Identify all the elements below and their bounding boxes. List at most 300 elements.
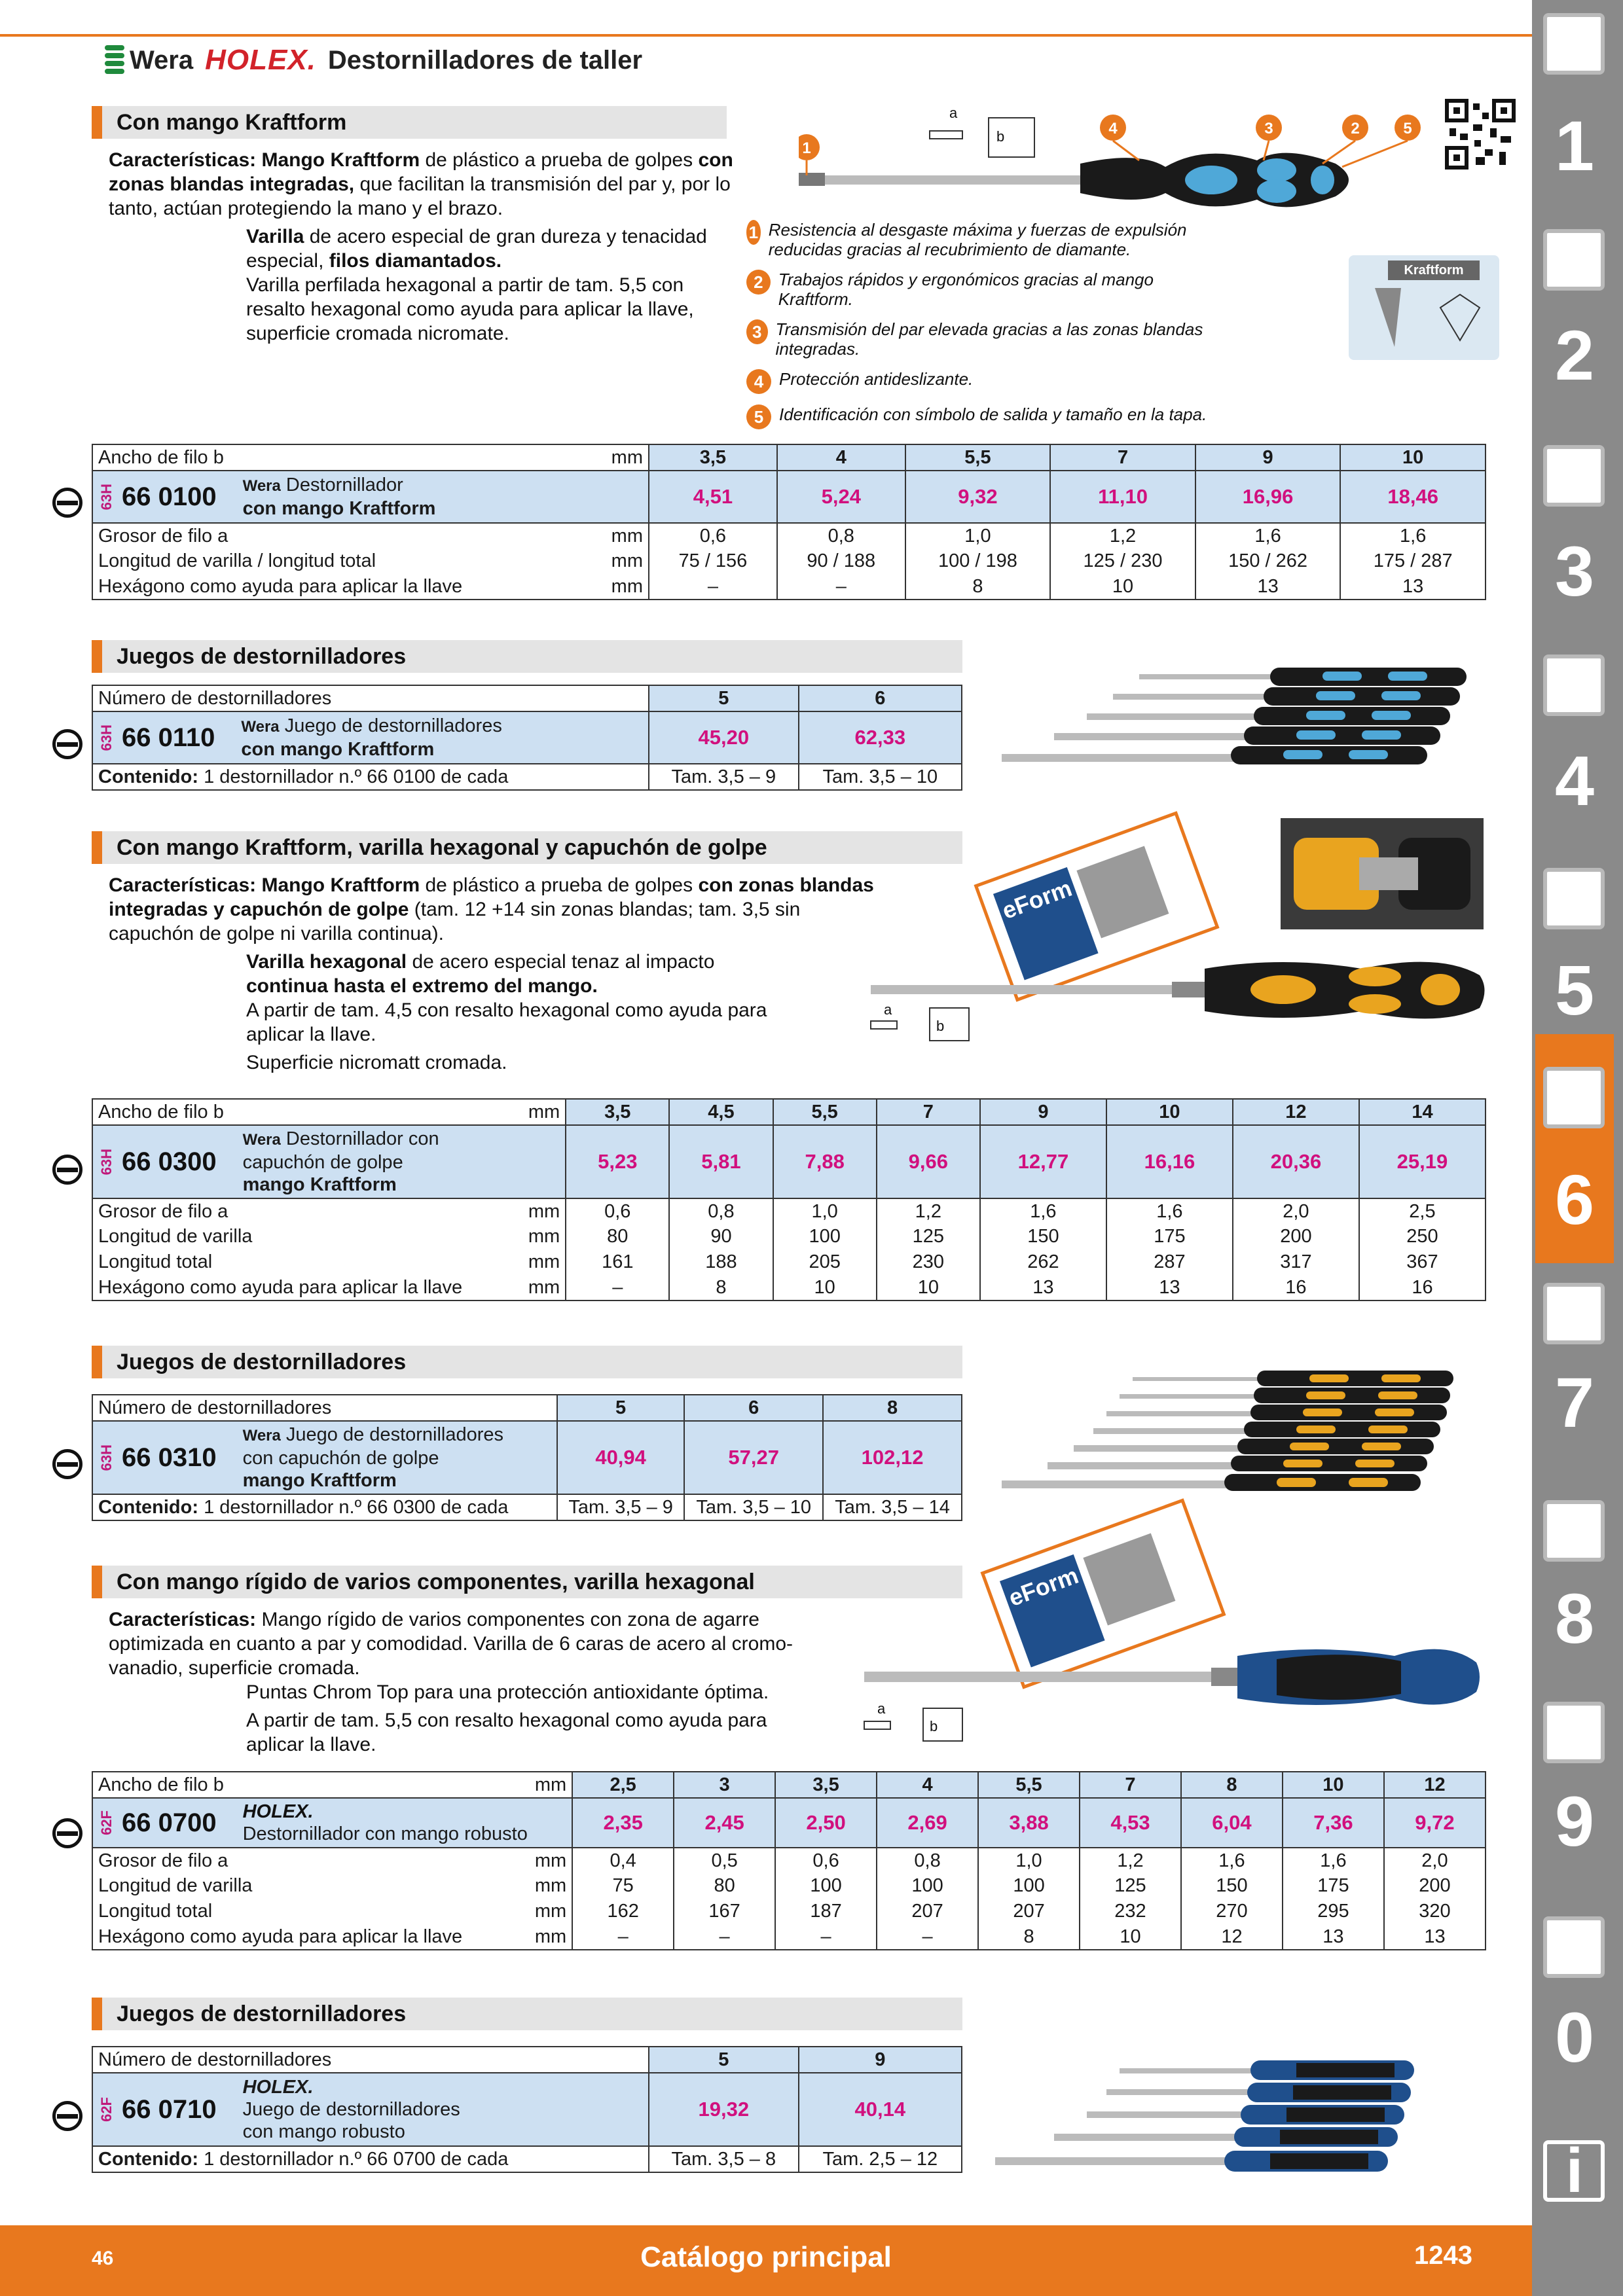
tab-chapter-7[interactable]: [1535, 1276, 1614, 1466]
svg-text:5: 5: [1403, 120, 1412, 137]
table-cell: 150: [980, 1224, 1106, 1249]
table-cell: 13: [1384, 1924, 1486, 1950]
screwdriver-wrench-icon: [1543, 1067, 1605, 1128]
table-cell: 200: [1233, 1224, 1359, 1249]
row-label: Ancho de filo b: [92, 1099, 467, 1125]
table-cell: 175 / 287: [1340, 548, 1486, 574]
callout-item: [746, 270, 1218, 309]
features-label: Características:: [109, 149, 257, 171]
table-cell: 8: [669, 1275, 773, 1300]
callout-number: 5: [746, 404, 771, 429]
table-cell: 100: [978, 1873, 1080, 1899]
chuck-icon: [1543, 445, 1605, 507]
wera-logo-text: Wera: [130, 45, 194, 75]
article-number[interactable]: 66 0100: [122, 482, 217, 511]
safety-glasses-icon: [1543, 1916, 1605, 1978]
feature-bold: Varilla: [246, 226, 304, 247]
desc-line: Juego de destornilladores: [284, 715, 502, 736]
table-cell: 175: [1283, 1873, 1384, 1899]
table-cell: 317: [1233, 1249, 1359, 1275]
feature-text: de plástico a prueba de golpes: [420, 874, 699, 896]
article-cell[interactable]: [92, 711, 649, 764]
code-tag: 63H: [98, 724, 115, 751]
diamond-coating-image: [1349, 255, 1499, 360]
feature-text: Superficie nicromatt cromada.: [246, 1052, 507, 1073]
table-cell: 250: [1359, 1224, 1486, 1249]
holex-logo: HOLEX.: [205, 44, 316, 76]
table-cell: –: [877, 1924, 978, 1950]
table-cell: 161: [566, 1249, 669, 1275]
table-cell: 1,2: [877, 1198, 980, 1224]
section-title-kraftform: Con mango Kraftform: [92, 106, 727, 139]
table-cell: 230: [877, 1249, 980, 1275]
desc-line: con mango Kraftform: [242, 498, 436, 519]
callout-text: Resistencia al desgaste máxima y fuerzas de expulsión reducidas gracias al recubrimiento de diamante.: [768, 220, 1187, 259]
table-cell: 1,6: [1181, 1848, 1283, 1873]
article-number[interactable]: 66 0110: [122, 723, 215, 752]
saw-blade-icon: [1543, 868, 1605, 929]
table-cell: Tam. 3,5 – 10: [684, 1494, 823, 1520]
desc-line: mango Kraftform: [242, 1470, 397, 1491]
size-cell: 9: [1195, 444, 1341, 471]
callout-text: Transmisión del par elevada gracias a las zonas blandas integradas.: [775, 319, 1203, 359]
article-number[interactable]: 66 0310: [122, 1443, 217, 1472]
features-kraftform: [109, 148, 737, 350]
callout-number: 2: [746, 270, 771, 295]
size-cell: 5: [649, 2047, 799, 2073]
row-label: Ancho de filo b: [92, 444, 551, 471]
holex-screwdriver-image: [858, 1630, 1486, 1754]
contents-cell: [92, 2146, 649, 2172]
table-cell: 0,8: [777, 523, 905, 548]
svg-text:b: b: [936, 1018, 945, 1034]
table-cell: 10: [1080, 1924, 1181, 1950]
desc-line: con mango Kraftform: [241, 739, 435, 760]
row-label: Longitud de varilla: [92, 1224, 467, 1249]
slotted-screw-icon: [52, 1818, 82, 1848]
price-cell: 16,16: [1106, 1125, 1233, 1198]
feature-bold: filos diamantados.: [329, 250, 502, 272]
table-cell: 367: [1359, 1249, 1486, 1275]
table-cell: –: [777, 574, 905, 600]
table-cell: 162: [572, 1899, 674, 1924]
svg-text:a: a: [884, 1001, 892, 1018]
cabinet-icon: [1543, 1702, 1605, 1763]
price-cell: 7,88: [773, 1125, 877, 1198]
table-cell: 287: [1106, 1249, 1233, 1275]
price-cell: 5,24: [777, 471, 905, 523]
tab-number: 5: [1554, 950, 1595, 1030]
size-cell: 3,5: [649, 444, 777, 471]
svg-text:a: a: [949, 105, 958, 121]
table-cell: 1,0: [905, 523, 1051, 548]
table-cell: Tam. 3,5 – 8: [649, 2146, 799, 2172]
eform-label: eForm: [993, 867, 1099, 980]
callout-list: [746, 220, 1218, 440]
slotted-screw-icon: [52, 1155, 82, 1185]
tab-number: 4: [1554, 741, 1595, 820]
unit: mm: [551, 548, 649, 574]
callout-item: [746, 220, 1218, 259]
contents-cell: [92, 764, 649, 790]
feature-text: Varilla perfilada hexagonal a partir de tam. 5,5 con resalto hexagonal como ayuda para aplicar la llave, superficie cromada nicromate.: [246, 274, 694, 344]
article-cell[interactable]: [92, 1125, 566, 1198]
contents-label: Contenido:: [98, 2148, 199, 2170]
code-tag: 63H: [98, 1444, 115, 1471]
article-desc: [241, 715, 501, 761]
row-label: Longitud total: [92, 1899, 467, 1924]
table-cell: 12: [1181, 1924, 1283, 1950]
diamond-icon: [1362, 281, 1493, 353]
desc-line: Juego de destornilladores: [285, 1424, 504, 1445]
section-title-sets-3: Juegos de destornilladores: [92, 1998, 962, 2030]
section-title-sets-1: Juegos de destornilladores: [92, 640, 962, 673]
feature-bold: Mango Kraftform: [261, 149, 420, 171]
price-cell: 7,36: [1283, 1798, 1384, 1848]
slotted-screw-icon: [52, 729, 82, 759]
footer: [0, 2225, 1532, 2296]
code-tag: 63H: [98, 1148, 115, 1175]
price-cell: 9,72: [1384, 1798, 1486, 1848]
row-label: Longitud de varilla / longitud total: [92, 548, 551, 574]
table-cell: 8: [978, 1924, 1080, 1950]
tab-chapter-8[interactable]: [1535, 1486, 1614, 1676]
contents-text: 1 destornillador n.º 66 0700 de cada: [204, 2148, 509, 2170]
table-cell: 150: [1181, 1873, 1283, 1899]
kraftform-set-image: [995, 661, 1480, 766]
table-cell: –: [649, 574, 777, 600]
unit: mm: [467, 1099, 566, 1125]
price-cell: 2,69: [877, 1798, 978, 1848]
unit: mm: [467, 1899, 572, 1924]
article-desc: [243, 2076, 460, 2143]
code-tag: 62F: [98, 1810, 115, 1835]
table-cell: 100: [773, 1224, 877, 1249]
table-cell: 125: [877, 1224, 980, 1249]
table-660300: [92, 1098, 1486, 1301]
price-cell: 20,36: [1233, 1125, 1359, 1198]
table-cell: 205: [773, 1249, 877, 1275]
tab-number: 9: [1554, 1782, 1595, 1861]
tab-number: 1: [1554, 106, 1595, 185]
price-cell: 2,35: [572, 1798, 674, 1848]
unit: mm: [467, 1249, 566, 1275]
price-cell: 5,81: [669, 1125, 773, 1198]
article-number[interactable]: 66 0710: [122, 2094, 217, 2124]
table-cell: –: [566, 1275, 669, 1300]
slotted-screw-icon: [52, 488, 82, 518]
table-660710: [92, 2046, 962, 2173]
size-cell: 6: [684, 1395, 823, 1421]
size-cell: 5,5: [978, 1772, 1080, 1798]
wera-tag: Wera: [242, 1131, 281, 1149]
size-cell: 2,5: [572, 1772, 674, 1798]
price-cell: 4,53: [1080, 1798, 1181, 1848]
article-cell[interactable]: [92, 471, 649, 523]
tab-number: 0: [1554, 1998, 1595, 2077]
table-660700: [92, 1771, 1486, 1950]
features-label: Características:: [109, 1609, 257, 1630]
table-cell: 1,6: [1106, 1198, 1233, 1224]
svg-text:1: 1: [802, 139, 811, 157]
row-label: Grosor de filo a: [92, 1848, 467, 1873]
table-cell: –: [775, 1924, 877, 1950]
price-cell: 2,50: [775, 1798, 877, 1848]
desc-line: mango Kraftform: [242, 1174, 397, 1195]
code-tag: 63H: [98, 483, 115, 511]
caliper-icon: [1543, 655, 1605, 716]
table-cell: 1,2: [1080, 1848, 1181, 1873]
wera-tag: Wera: [242, 1427, 281, 1444]
header: [105, 41, 642, 80]
table-cell: 207: [978, 1899, 1080, 1924]
callout-number: 3: [746, 319, 768, 344]
table-cell: 80: [566, 1224, 669, 1249]
table-cell: 1,2: [1050, 523, 1195, 548]
unit: mm: [467, 1275, 566, 1300]
tab-chapter-0[interactable]: [1535, 1905, 1614, 2094]
table-cell: 13: [1106, 1275, 1233, 1300]
size-cell: 7: [1050, 444, 1195, 471]
table-cell: 0,8: [877, 1848, 978, 1873]
contents-text: 1 destornillador n.º 66 0100 de cada: [204, 766, 509, 787]
unit: mm: [467, 1924, 572, 1950]
features-rigid-handle: [109, 1607, 816, 1761]
svg-text:4: 4: [1108, 120, 1118, 137]
table-cell: 270: [1181, 1899, 1283, 1924]
qr-code-icon[interactable]: [1444, 98, 1516, 170]
table-cell: 2,0: [1384, 1848, 1486, 1873]
callout-item: [746, 404, 1218, 429]
article-desc: [243, 474, 436, 520]
tab-chapter-4[interactable]: [1535, 648, 1614, 838]
unit: mm: [467, 1848, 572, 1873]
table-cell: 90 / 188: [777, 548, 905, 574]
feature-text: Puntas Chrom Top para una protección antioxidante óptima.: [246, 1681, 769, 1703]
tab-chapter-3[interactable]: [1535, 432, 1614, 622]
insert-icon: [1543, 229, 1605, 291]
table-cell: 188: [669, 1249, 773, 1275]
size-cell: 14: [1359, 1099, 1486, 1125]
table-cell: 320: [1384, 1899, 1486, 1924]
tab-chapter-1[interactable]: [1535, 0, 1614, 196]
contents-text: 1 destornillador n.º 66 0300 de cada: [204, 1496, 509, 1518]
holex-tag: HOLEX.: [242, 1801, 314, 1822]
price-cell: 11,10: [1050, 471, 1195, 523]
page-number-right: 1243: [1414, 2241, 1472, 2270]
size-cell: 12: [1233, 1099, 1359, 1125]
size-cell: 4: [877, 1772, 978, 1798]
table-cell: 1,6: [1340, 523, 1486, 548]
tab-chapter-9[interactable]: [1535, 1689, 1614, 1878]
size-cell: 3,5: [566, 1099, 669, 1125]
tab-number: 3: [1554, 531, 1595, 611]
table-cell: 187: [775, 1899, 877, 1924]
feature-bold: con zonas blandas integradas,: [109, 149, 733, 195]
table-cell: 207: [877, 1899, 978, 1924]
cabinet-icon: [1076, 846, 1169, 939]
table-cell: 1,0: [773, 1198, 877, 1224]
feature-bold: Varilla hexagonal: [246, 951, 407, 973]
table-cell: Tam. 3,5 – 14: [823, 1494, 962, 1520]
tab-chapter-5[interactable]: [1535, 857, 1614, 1047]
table-cell: 2,0: [1233, 1198, 1359, 1224]
kraftform-hex-set-image: [995, 1368, 1480, 1499]
svg-text:b: b: [996, 128, 1005, 145]
unit: mm: [467, 1198, 566, 1224]
feature-text: Mango rígido de varios componentes con zona de agarre optimizada en cuanto a par y comodidad. Varilla de 6 caras de acero al cromo-vanadio, superficie cromada.: [109, 1609, 793, 1679]
slotted-screw-icon: [52, 2101, 82, 2131]
pliers-hammer-icon: [1543, 1283, 1605, 1344]
slotted-screw-icon: [52, 1449, 82, 1479]
size-cell: 4: [777, 444, 905, 471]
section-title-kraftform-hex: Con mango Kraftform, varilla hexagonal y capuchón de golpe: [92, 831, 962, 864]
svg-text:b: b: [930, 1718, 938, 1734]
workbench-icon: [1543, 1500, 1605, 1562]
feature-text: A partir de tam. 4,5 con resalto hexagonal como ayuda para aplicar la llave.: [246, 999, 767, 1045]
row-label: Hexágono como ayuda para aplicar la llave: [92, 1924, 467, 1950]
top-rule: [0, 34, 1532, 37]
size-cell: 5,5: [905, 444, 1051, 471]
table-cell: 1,6: [980, 1198, 1106, 1224]
wera-tag: Wera: [241, 718, 280, 736]
article-cell[interactable]: [92, 1798, 572, 1848]
diamond-label: Kraftform: [1388, 260, 1480, 280]
table-cell: 167: [674, 1899, 775, 1924]
article-desc: [243, 1801, 528, 1845]
price-cell: 57,27: [684, 1421, 823, 1494]
features-kraftform-hex: [109, 873, 881, 1079]
table-cell: 0,4: [572, 1848, 674, 1873]
table-cell: 100 / 198: [905, 548, 1051, 574]
tab-chapter-6[interactable]: [1535, 1034, 1614, 1263]
tab-chapter-2[interactable]: [1535, 216, 1614, 406]
table-cell: 232: [1080, 1899, 1181, 1924]
footer-title: Catálogo principal: [640, 2241, 892, 2273]
feature-text: que facilitan la transmisión del par y, por lo tanto, actúan protegiendo la mano y el brazo.: [109, 173, 731, 219]
feature-text: de acero especial de gran dureza y tenacidad especial,: [246, 226, 707, 272]
row-label: Grosor de filo a: [92, 523, 551, 548]
svg-text:2: 2: [1351, 120, 1360, 137]
table-cell: 10: [773, 1275, 877, 1300]
drill-icon: [1543, 13, 1605, 75]
size-cell: 6: [799, 685, 962, 711]
page-title: Destornilladores de taller: [327, 45, 643, 75]
price-cell: 6,04: [1181, 1798, 1283, 1848]
table-cell: 1,0: [978, 1848, 1080, 1873]
price-cell: 19,32: [649, 2073, 799, 2146]
price-cell: 102,12: [823, 1421, 962, 1494]
table-cell: 200: [1384, 1873, 1486, 1899]
article-cell[interactable]: [92, 2073, 649, 2146]
tab-number: 6: [1554, 1160, 1595, 1239]
feature-bold: con zonas blandas integradas y capuchón de golpe: [109, 874, 874, 920]
section-title-rigid-handle: Con mango rígido de varios componentes, varilla hexagonal: [92, 1566, 962, 1598]
size-cell: 12: [1384, 1772, 1486, 1798]
size-cell: 7: [877, 1099, 980, 1125]
size-cell: 5: [557, 1395, 684, 1421]
price-cell: 16,96: [1195, 471, 1341, 523]
size-cell: 10: [1283, 1772, 1384, 1798]
price-cell: 5,23: [566, 1125, 669, 1198]
size-cell: 3,5: [775, 1772, 877, 1798]
table-cell: 80: [674, 1873, 775, 1899]
article-desc: [243, 1424, 503, 1492]
price-cell: 25,19: [1359, 1125, 1486, 1198]
desc-line: con capuchón de golpe: [242, 1448, 439, 1469]
table-cell: 10: [877, 1275, 980, 1300]
size-cell: 9: [799, 2047, 962, 2073]
table-660110: [92, 685, 962, 791]
table-cell: 13: [1195, 574, 1341, 600]
table-cell: Tam. 3,5 – 9: [649, 764, 799, 790]
table-cell: 100: [877, 1873, 978, 1899]
article-cell[interactable]: [92, 1421, 557, 1494]
svg-text:3: 3: [1264, 120, 1273, 137]
tab-info[interactable]: [1535, 2127, 1614, 2219]
table-660100: [92, 444, 1486, 600]
table-cell: 16: [1359, 1275, 1486, 1300]
table-cell: 13: [1340, 574, 1486, 600]
table-cell: 75: [572, 1873, 674, 1899]
feature-text: (tam. 12 +14 sin zonas blandas; tam. 3,5 sin capuchón de golpe ni varilla continua).: [109, 899, 801, 944]
row-label: Ancho de filo b: [92, 1772, 467, 1798]
article-number[interactable]: 66 0300: [122, 1147, 217, 1176]
price-cell: 40,94: [557, 1421, 684, 1494]
table-cell: 90: [669, 1224, 773, 1249]
page-number-left: 46: [92, 2248, 114, 2269]
desc-line: Destornillador con: [285, 1128, 439, 1149]
size-cell: 5: [649, 685, 799, 711]
table-cell: 1,6: [1195, 523, 1341, 548]
contents-label: Contenido:: [98, 766, 199, 787]
section-title-sets-2: Juegos de destornilladores: [92, 1346, 962, 1378]
wera-tag: Wera: [242, 477, 281, 495]
price-cell: 9,66: [877, 1125, 980, 1198]
size-cell: 8: [1181, 1772, 1283, 1798]
callout-item: [746, 319, 1218, 359]
tab-number: 7: [1554, 1363, 1595, 1442]
table-cell: 0,5: [674, 1848, 775, 1873]
size-cell: 7: [1080, 1772, 1181, 1798]
unit: mm: [467, 1873, 572, 1899]
callout-number: 1: [746, 220, 761, 245]
table-cell: 0,6: [566, 1198, 669, 1224]
unit: mm: [467, 1772, 572, 1798]
callout-number: 4: [746, 369, 771, 394]
row-label: Grosor de filo a: [92, 1198, 467, 1224]
tab-number: i: [1565, 2136, 1584, 2206]
table-cell: 13: [1283, 1924, 1384, 1950]
callout-text: Identificación con símbolo de salida y tamaño en la tapa.: [779, 404, 1207, 424]
table-cell: –: [572, 1924, 674, 1950]
table-cell: 2,5: [1359, 1198, 1486, 1224]
feature-bold: continua hasta el extremo del mango.: [246, 975, 598, 997]
unit: mm: [551, 444, 649, 471]
table-cell: 0,6: [775, 1848, 877, 1873]
article-number[interactable]: 66 0700: [122, 1808, 217, 1837]
tab-number: 2: [1554, 315, 1595, 395]
table-cell: 295: [1283, 1899, 1384, 1924]
code-tag: 62F: [98, 2097, 115, 2122]
size-cell: 5,5: [773, 1099, 877, 1125]
feature-text: de plástico a prueba de golpes: [420, 149, 699, 171]
hex-bolster-closeup-image: [1281, 818, 1484, 929]
unit: mm: [551, 523, 649, 548]
table-cell: 125: [1080, 1873, 1181, 1899]
table-cell: 125 / 230: [1050, 548, 1195, 574]
size-cell: 8: [823, 1395, 962, 1421]
